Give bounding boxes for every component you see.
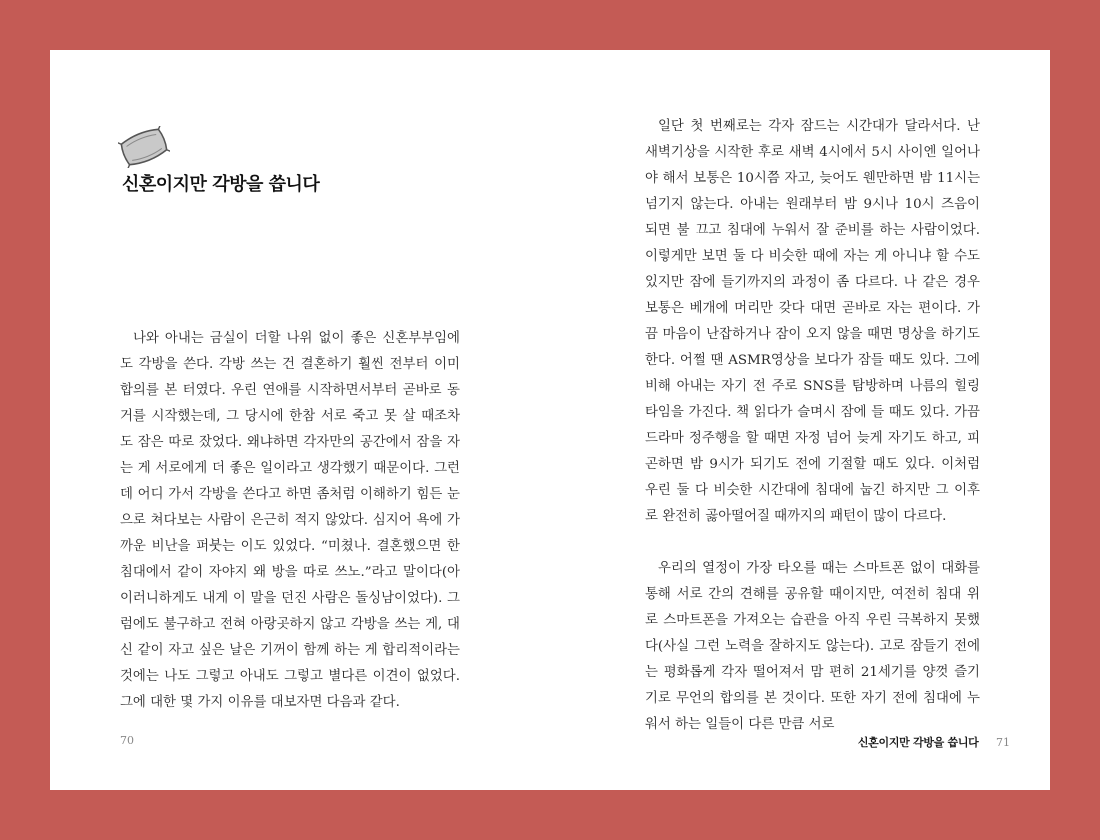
right-page bbox=[550, 50, 1050, 790]
paragraph: 일단 첫 번째로는 각자 잠드는 시간대가 달라서다. 난 새벽기상을 시작한 후로 새벽 4시에서 5시 사이엔 일어나야 해서 보통은 10시쯤 자고, 늦어도 웬만하면 밤 11시는 넘기지 않는다. 아내는 원래부터 밤 9시나 10시 즈음이 되면 불 끄고 침대에 누워서 잘 준비를 하는 사람이었다. 이렇게만 보면 둘 다 비슷한 때에 자는 게 아니냐 할 수도 있지만 잠에 들기까지의 과정이 좀 다르다. 나 같은 경우 보통은 베개에 머리만 갖다 대면 곧바로 자는 편이다. 가끔 마음이 난잡하거나 잠이 오지 않을 때면 명상을 하기도 한다. 어쩔 땐 ASMR영상을 보다가 잠들 때도 있다. 그에 비해 아내는 자기 전 주로 SNS를 탐방하며 나름의 힐링타임을 가진다. 책 읽다가 슬며시 잠에 들 때도 있다. 가끔 드라마 정주행을 할 때면 자정 넘어 늦게 자기도 하고, 피곤하면 밤 9시가 되기도 전에 기절할 때도 있다. 이처럼 우린 둘 다 비슷한 시간대에 침대에 눕긴 하지만 그 이후로 완전히 곯아떨어질 때까지의 패턴이 많이 다르다. bbox=[645, 119, 981, 524]
running-head bbox=[858, 734, 1010, 750]
page-number: 70 bbox=[120, 734, 134, 747]
left-page bbox=[50, 50, 550, 790]
page-number: 71 bbox=[996, 736, 1010, 749]
paragraph: 우리의 열정이 가장 타오를 때는 스마트폰 없이 대화를 통해 서로 간의 견해를 공유할 때이지만, 여전히 침대 위로 스마트폰을 가져오는 습관을 아직 우린 극복하지 못했다(사실 그런 노력을 잘하지도 않는다). 고로 잠들기 전에는 평화롭게 각자 떨어져서 맘 편히 21세기를 양껏 즐기기로 무언의 합의를 본 것이다. 또한 자기 전에 침대에 누워서 하는 일들이 다른 만큼 서로 bbox=[645, 561, 980, 732]
right-body-text bbox=[645, 114, 980, 738]
left-body-text bbox=[120, 326, 460, 716]
paragraph: 나와 아내는 금실이 더할 나위 없이 좋은 신혼부부임에도 각방을 쓴다. 각방 쓰는 건 결혼하기 훨씬 전부터 이미 합의를 본 터였다. 우린 연애를 시작하면서부터 곧바로 동거를 시작했는데, 그 당시에 한참 서로 죽고 못 살 때조차도 잠은 따로 잤었다. 왜냐하면 각자만의 공간에서 잠을 자는 게 서로에게 더 좋은 일이라고 생각했기 때문이다. 그런데 어디 가서 각방을 쓴다고 하면 좀처럼 이해하기 힘든 눈으로 쳐다보는 사람이 은근히 적지 않았다. 심지어 욕에 가까운 비난을 퍼붓는 이도 있었다. “미쳤나. 결혼했으면 한 침대에서 같이 자야지 왜 방을 따로 쓰노.”라고 말이다(아이러니하게도 내게 이 말을 던진 사람은 돌싱남이었다). 그럼에도 불구하고 전혀 아랑곳하지 않고 각방을 쓰는 게, 대신 같이 자고 싶은 날은 기꺼이 함께 하는 게 합리적이라는 것에는 나도 그렇고 아내도 그렇고 별다른 이견이 없었다. 그에 대한 몇 가지 이유를 대보자면 다음과 같다. bbox=[120, 331, 460, 710]
chapter-title: 신혼이지만 각방을 씁니다 bbox=[122, 174, 320, 195]
pillow-icon bbox=[118, 126, 170, 168]
book-spread bbox=[50, 50, 1050, 790]
running-head-title: 신혼이지만 각방을 씁니다 bbox=[857, 736, 979, 749]
